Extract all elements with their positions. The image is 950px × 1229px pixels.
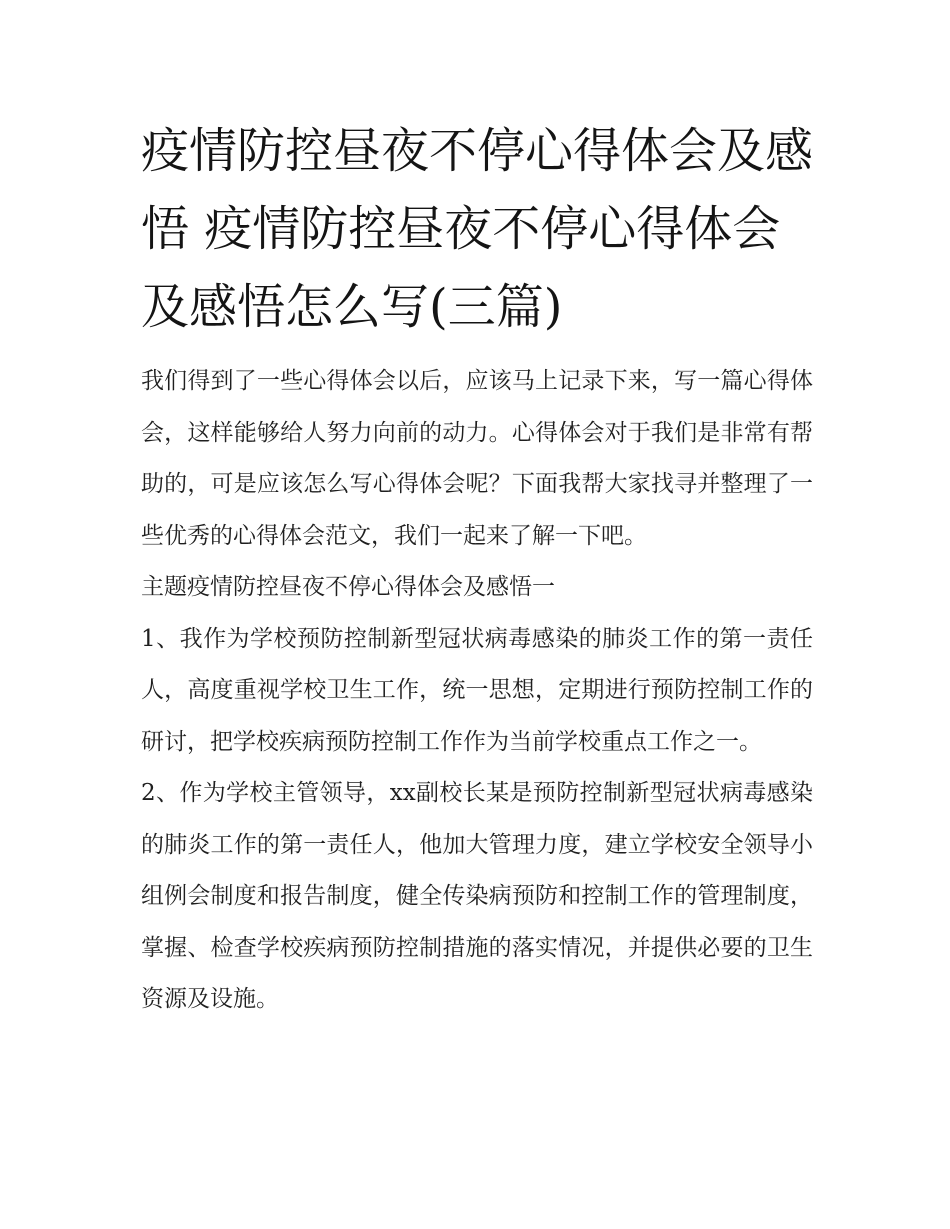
document-title: 疫情防控昼夜不停心得体会及感悟 疫情防控昼夜不停心得体会及感悟怎么写(三篇) <box>141 123 814 335</box>
document-page <box>141 112 813 1026</box>
document-body <box>141 356 813 1026</box>
list-item: 1、我作为学校预防控制新型冠状病毒感染的肺炎工作的第一责任人，高度重视学校卫生工作，统一思想，定期进行预防控制工作的研讨，把学校疾病预防控制工作作为当前学校重点工作之一。 <box>141 625 813 755</box>
list-item: 2、作为学校主管领导，xx副校长某是预防控制新型冠状病毒感染的肺炎工作的第一责任人，他加大管理力度，建立学校安全领导小组例会制度和报告制度，健全传染病预防和控制工作的管理制度，掌握、检查学校疾病预防控制措施的落实情况，并提供必要的卫生资源及设施。 <box>141 780 813 1012</box>
intro-paragraph: 我们得到了一些心得体会以后，应该马上记录下来，写一篇心得体会，这样能够给人努力向前的动力。心得体会对于我们是非常有帮助的，可是应该怎么写心得体会呢？下面我帮大家找寻并整理了一些优秀的心得体会范文，我们一起来了解一下吧。 <box>141 368 813 549</box>
section-heading: 主题疫情防控昼夜不停心得体会及感悟一 <box>141 574 555 600</box>
